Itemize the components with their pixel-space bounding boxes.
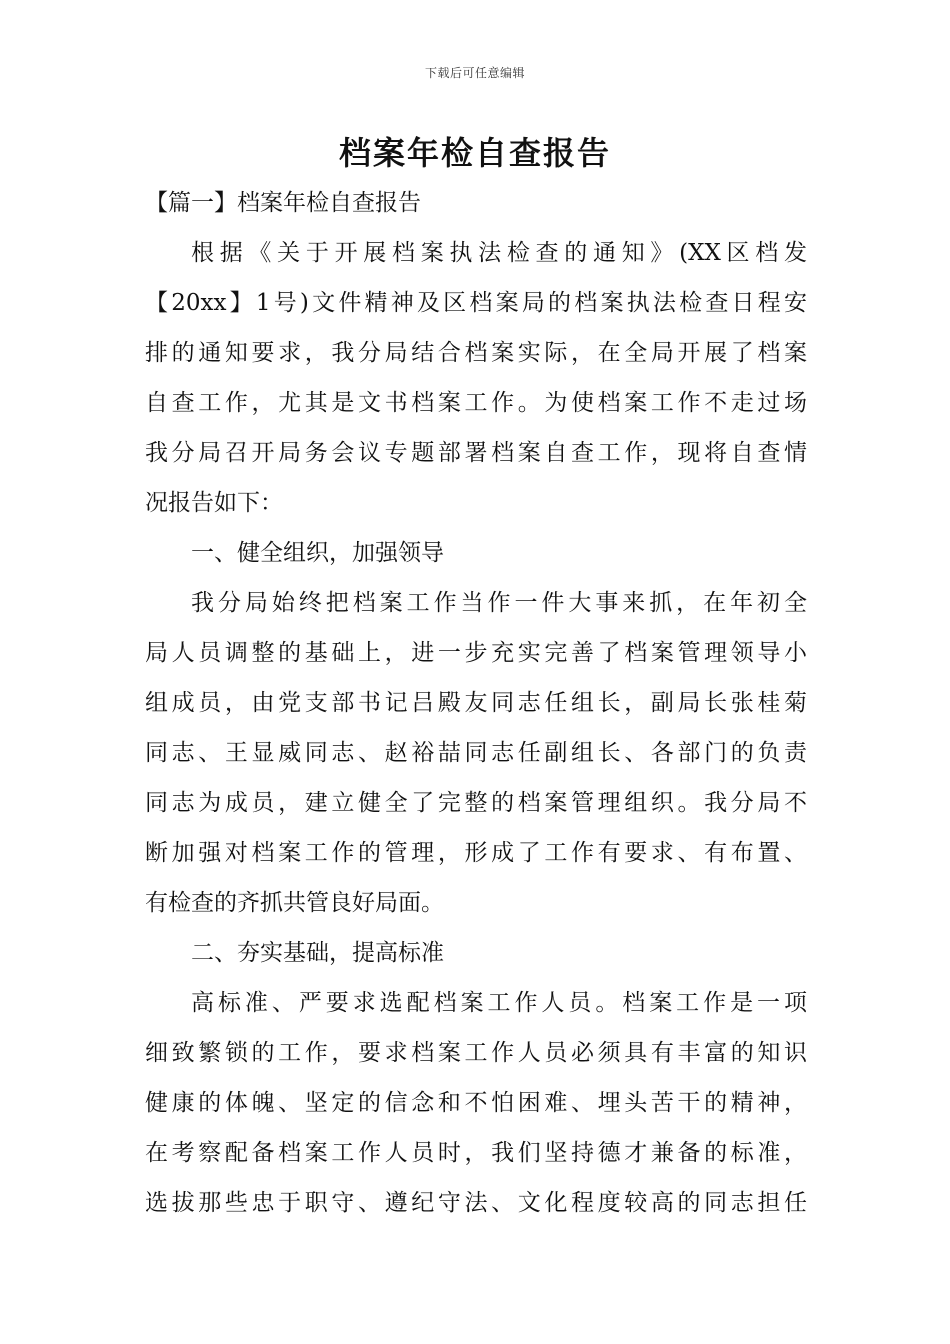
subheading: 二、夯实基础，提高标准 <box>191 940 444 966</box>
paragraph-line: 组成员，由党支部书记吕殿友同志任组长，副局长张桂菊 <box>145 690 807 716</box>
paragraph-line: 自查工作，尤其是文书档案工作。为使档案工作不走过场 <box>145 390 807 416</box>
paragraph-line: 在考察配备档案工作人员时，我们坚持德才兼备的标准， <box>145 1140 807 1166</box>
paragraph-line: 局人员调整的基础上，进一步充实完善了档案管理领导小 <box>145 640 807 666</box>
paragraph-line: 我分局始终把档案工作当作一件大事来抓，在年初全 <box>191 590 807 616</box>
paragraph-line: 况报告如下： <box>145 490 283 516</box>
paragraph-line: 断加强对档案工作的管理，形成了工作有要求、有布置、 <box>145 840 807 866</box>
paragraph-line: 排的通知要求，我分局结合档案实际，在全局开展了档案 <box>145 340 807 366</box>
document-body <box>145 178 807 1228</box>
paragraph-line: 高标准、严要求选配档案工作人员。档案工作是一项 <box>191 990 807 1016</box>
section-heading: 【篇一】档案年检自查报告 <box>145 190 421 216</box>
paragraph-line: 【20xx】1号)文件精神及区档案局的档案执法检查日程安 <box>145 290 807 316</box>
document-title: 档案年检自查报告 <box>338 134 611 172</box>
paragraph-line: 我分局召开局务会议专题部署档案自查工作，现将自查情 <box>145 440 807 466</box>
paragraph-line: 细致繁锁的工作，要求档案工作人员必须具有丰富的知识 <box>145 1040 807 1066</box>
paragraph-line: 同志、王显威同志、赵裕喆同志任副组长、各部门的负责 <box>145 740 807 766</box>
paragraph-line: 根据《关于开展档案执法检查的通知》(XX区档发 <box>191 240 807 266</box>
header-note: 下载后可任意编辑 <box>424 66 525 80</box>
paragraph-line: 有检查的齐抓共管良好局面。 <box>145 890 444 916</box>
paragraph-line: 同志为成员，建立健全了完整的档案管理组织。我分局不 <box>145 790 807 816</box>
paragraph-line: 健康的体魄、坚定的信念和不怕困难、埋头苦干的精神， <box>145 1090 807 1116</box>
subheading: 一、健全组织，加强领导 <box>191 540 444 566</box>
paragraph-line: 选拔那些忠于职守、遵纪守法、文化程度较高的同志担任 <box>145 1190 807 1216</box>
